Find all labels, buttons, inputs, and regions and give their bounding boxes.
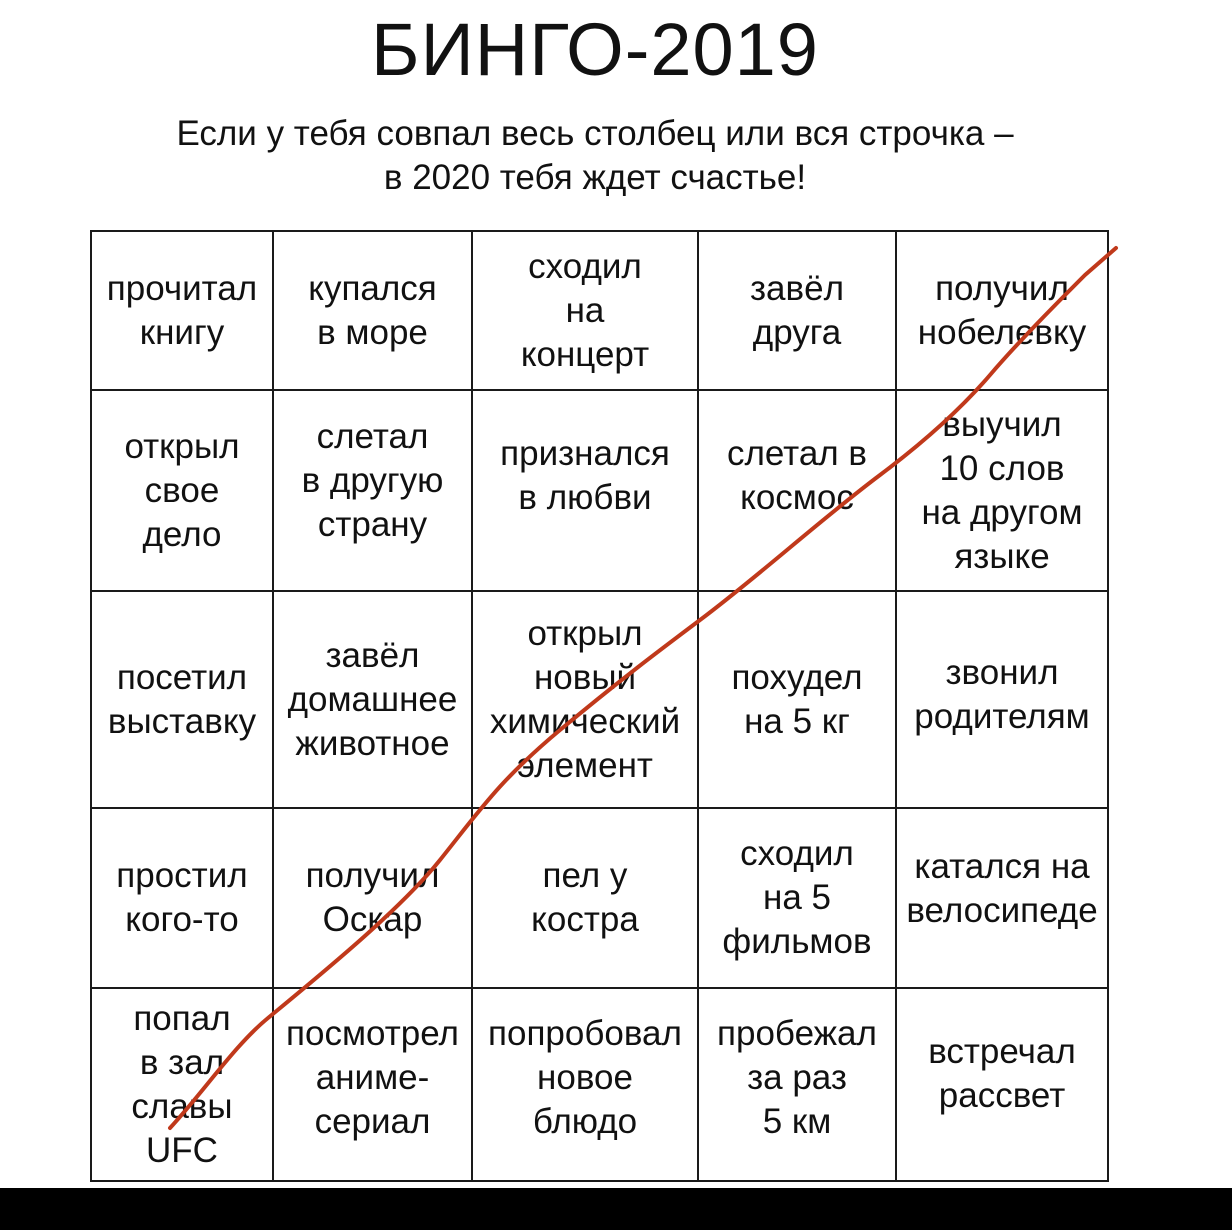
bingo-cell: слетал в другую страну bbox=[301, 417, 444, 544]
bingo-cell: получил Оскар bbox=[305, 856, 440, 939]
page-title: БИНГО-2019 bbox=[371, 8, 819, 91]
bingo-cell: попробовал новое блюдо bbox=[488, 1014, 682, 1141]
bingo-cell: пел у костра bbox=[531, 856, 639, 939]
bingo-cell: признался в любви bbox=[500, 434, 670, 517]
bingo-cell: выучил 10 слов на другом языке bbox=[921, 404, 1083, 576]
bingo-cell: завёл друга bbox=[750, 268, 844, 352]
bingo-cell: встречал рассвет bbox=[928, 1032, 1076, 1115]
page-subtitle: Если у тебя совпал весь столбец или вся строчка – в 2020 тебя ждет счастье! bbox=[176, 114, 1014, 197]
bingo-cell: прочитал книгу bbox=[106, 268, 258, 352]
bingo-cell: катался на велосипеде bbox=[906, 847, 1098, 930]
bingo-cell: похудел на 5 кг bbox=[731, 657, 863, 741]
bingo-cell: звонил родителям bbox=[914, 652, 1090, 736]
bingo-cell: открыл свое дело bbox=[124, 426, 240, 554]
bingo-cell: получил нобелевку bbox=[917, 268, 1087, 352]
bingo-cell: слетал в космос bbox=[726, 434, 868, 517]
bingo-cell: завёл домашнее животное bbox=[287, 635, 458, 763]
bingo-grid bbox=[90, 230, 1109, 1182]
bingo-cell: купался в море bbox=[308, 268, 437, 352]
bingo-cell: сходил на концерт bbox=[520, 246, 650, 374]
bottom-bar bbox=[0, 1188, 1232, 1230]
bingo-cell: простил кого-то bbox=[116, 856, 248, 939]
bingo-cell: сходил на 5 фильмов bbox=[722, 834, 872, 961]
bingo-cell: посмотрел аниме- сериал bbox=[286, 1014, 459, 1141]
bingo-cell: пробежал за раз 5 км bbox=[717, 1014, 877, 1141]
bingo-cell: открыл новый химический элемент bbox=[489, 613, 681, 785]
bingo-cell: посетил выставку bbox=[107, 657, 257, 741]
bingo-cell: попал в зал славы UFC bbox=[131, 998, 233, 1170]
